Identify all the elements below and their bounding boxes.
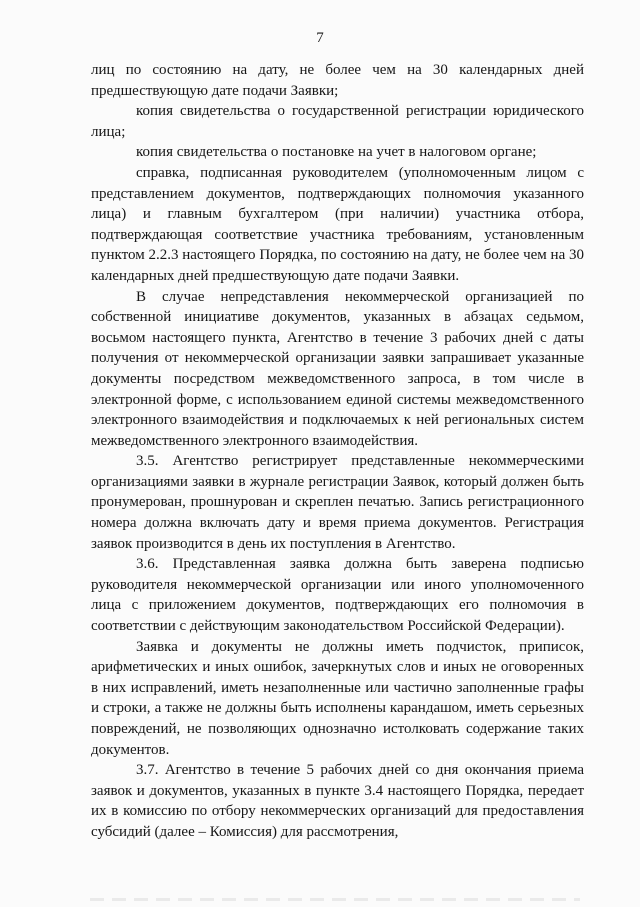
paragraph-tax-certificate: копия свидетельства о постановке на учет в налоговом органе; bbox=[136, 144, 537, 161]
paragraph-document-requirements: Заявка и документы не должны иметь подчисток, приписок, арифметических и иных ошибок, зачеркнутых слов и иных не оговоренных в них исправлений, иметь незаполненные или частично заполненные графы и строки, а также не должны быть исполнены карандашом, иметь серьезных повреждений, не позволяющих однозначно истолковать содержание таких документов. bbox=[91, 638, 584, 758]
scan-bottom-edge bbox=[90, 898, 580, 901]
paragraph-continuation: лиц по состоянию на дату, не более чем на 30 календарных дней предшествующую дате подачи Заявки; bbox=[91, 62, 584, 99]
paragraph-signed-statement: справка, подписанная руководителем (уполномоченным лицом с представлением документов, подтверждающих полномочия указанного лица) и главным бухгалтером (при наличии) участника отбора, подтверждающая соответствие участника требованиям, установленным пунктом 2.2.3 настоящего Порядка, по состоянию на дату, не более чем на 30 календарных дней предшествующую дате подачи Заявки. bbox=[91, 164, 584, 284]
paragraph-interagency-request: В случае непредставления некоммерческой организацией по собственной инициативе документов, указанных в абзацах седьмом, восьмом настоящего пункта, Агентство в течение 3 рабочих дней с даты получения от некоммерческой организации заявки запрашивает указанные документы посредством межведомственного запроса, в том числе в электронной форме, с использованием единой системы межведомственного электронного взаимодействия и подключаемых к ней региональных систем межведомственного электронного взаимодействия. bbox=[91, 288, 584, 449]
paragraph-registration-certificate: копия свидетельства о государственной регистрации юридического лица; bbox=[91, 103, 584, 140]
paragraph-3-6: 3.6. Представленная заявка должна быть заверена подписью руководителя некоммерческой организации или иного уполномоченного лица с приложением документов, подтверждающих его полномочия в соответствии с действующим законодательством Российской Федерации). bbox=[91, 556, 584, 635]
page-number: 7 bbox=[316, 30, 324, 46]
paragraph-3-5: 3.5. Агентство регистрирует представленные некоммерческими организациями заявки в журнале регистрации Заявок, который должен быть пронумерован, прошнурован и скреплен печатью. Запись регистрационного номера должна включать дату и время приема документов. Регистрация заявок производится в день их поступления в Агентство. bbox=[91, 453, 584, 552]
paragraph-3-7: 3.7. Агентство в течение 5 рабочих дней со дня окончания приема заявок и документов, указанных в пункте 3.4 настоящего Порядка, передает их в комиссию по отбору некоммерческих организаций для предоставления субсидий (далее – Комиссия) для рассмотрения, bbox=[91, 762, 584, 840]
document-body bbox=[91, 60, 584, 843]
